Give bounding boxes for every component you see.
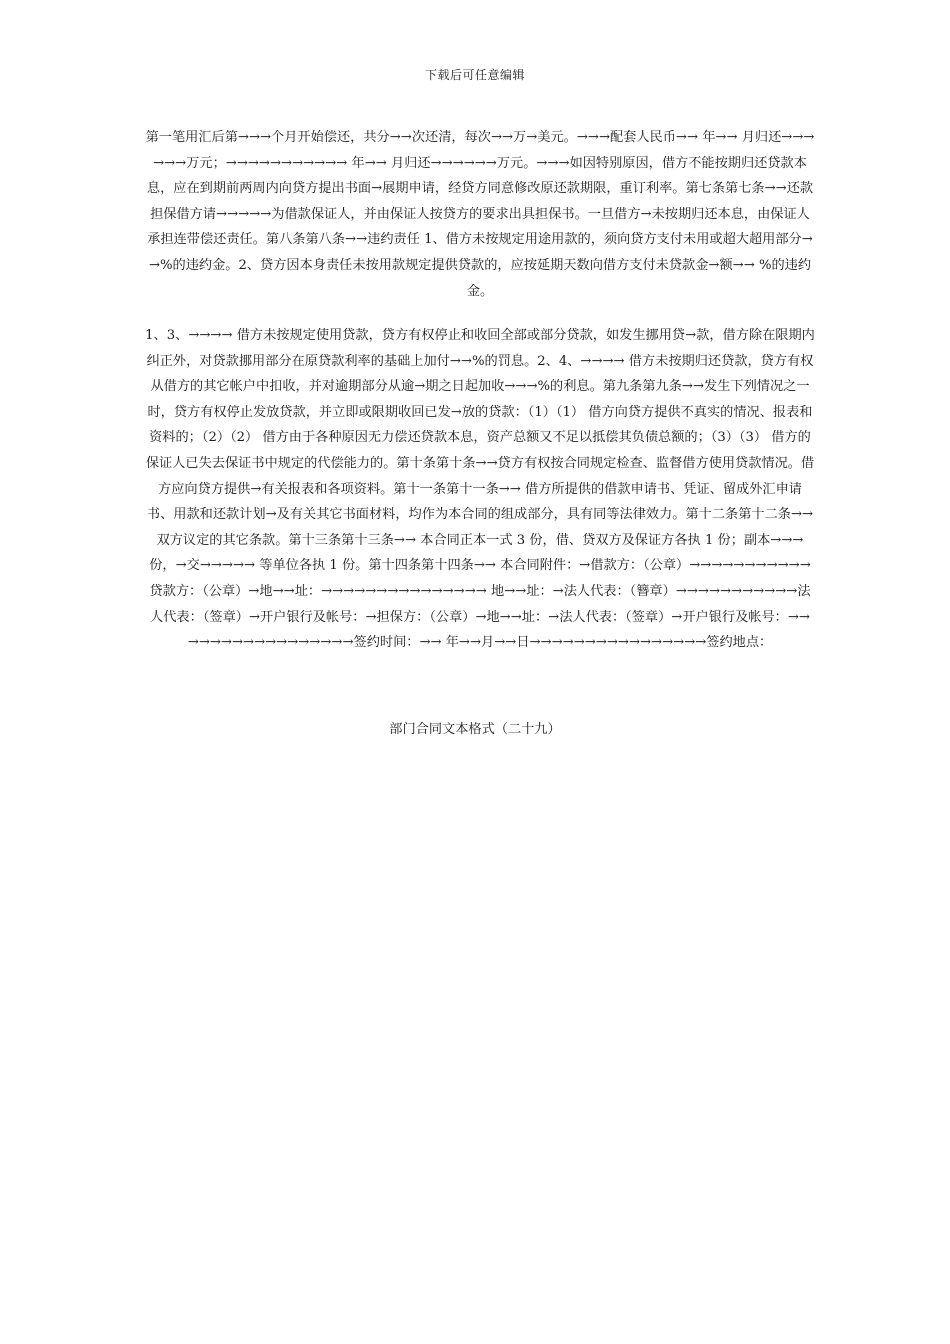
page-header: 下载后可任意编辑: [424, 68, 525, 82]
document-footer-title: 部门合同文本格式（二十九）: [389, 722, 561, 737]
contract-paragraph-terms: 第一笔用汇后第→→→个月开始偿还，共分→→次还清，每次→→万→美元。→→→配套人民币→→ 年→→ 月归还→→→→→→万元；→→→→→→→→→→→ 年→→ 月归还→→→→→→万元。→→→如因特别原因，借方不能按期归还贷款本息，应在到期前两周内向贷方提出书面→展期申请，经贷方同意修改原还款期限，重订利率。第七条第七条→→还款担保借方请→→→→→为借款保证人，并由保证人按贷方的要求出具担保书。一旦借方→未按期归还本息，由保证人承担连带偿还责任。第八条第八条→→违约责任 1、借方未按规定用途用款的，须向贷方支付未用或超大超用部分→→%的违约金。2、贷方因本身责任未按用款规定提供贷款的，应按延期天数向借方支付未贷款金→额→→ %的违约金。: [145, 130, 815, 299]
contract-paragraph-clauses: 1、3、→→→→ 借方未按规定使用贷款，贷方有权停止和收回全部或部分贷款，如发生挪用贷→款，借方除在限期内纠正外，对贷款挪用部分在原贷款利率的基础上加付→→%的罚息。2、4、→→→→ 借方未按期归还贷款，贷方有权从借方的其它帐户中扣收，并对逾期部分从逾→期之日起加收→→→%的利息。第九条第九条→→发生下列情况之一时，贷方有权停止发放贷款，并立即或限期收回已发→放的贷款：（1）（1） 借方向贷方提供不真实的情况、报表和资料的；（2）（2） 借方由于各种原因无力偿还贷款本息，资产总额又不足以抵偿其负债总额的；（3）（3） 借方的保证人已失去保证书中规定的代偿能力的。第十条第十条→→贷方有权按合同规定检查、监督借方使用贷款情况。借方应向贷方提供→有关报表和各项资料。第十一条第十一条→→ 借方所提供的借款申请书、凭证、留成外汇申请书、用款和还款计划→及有关其它书面材料，均作为本合同的组成部分，具有同等法律效力。第十二条第十二条→→ 双方议定的其它条款。第十三条第十三条→→ 本合同正本一式 3 份，借、贷双方及保证方各执 1 份；副本→→→份，→交→→→→→ 等单位各执 1 份。第十四条第十四条→→ 本合同附件：→借款方：（公章）→→→→→→→→→→→贷款方：（公章）→地→→址：→→→→→→→→→→→→→→→ 地→→址：→法人代表：（簪章）→→→→→→→→→→→法人代表：（签章）→开户银行及帐号：→担保方：（公章）→地→→址：→法人代表：（签章）→开户银行及帐号：→→→→→→→→→→→→→→→→→签约时间：→→ 年→→月→→日→→→→→→→→→→→→→→→→签约地点：: [145, 328, 815, 651]
